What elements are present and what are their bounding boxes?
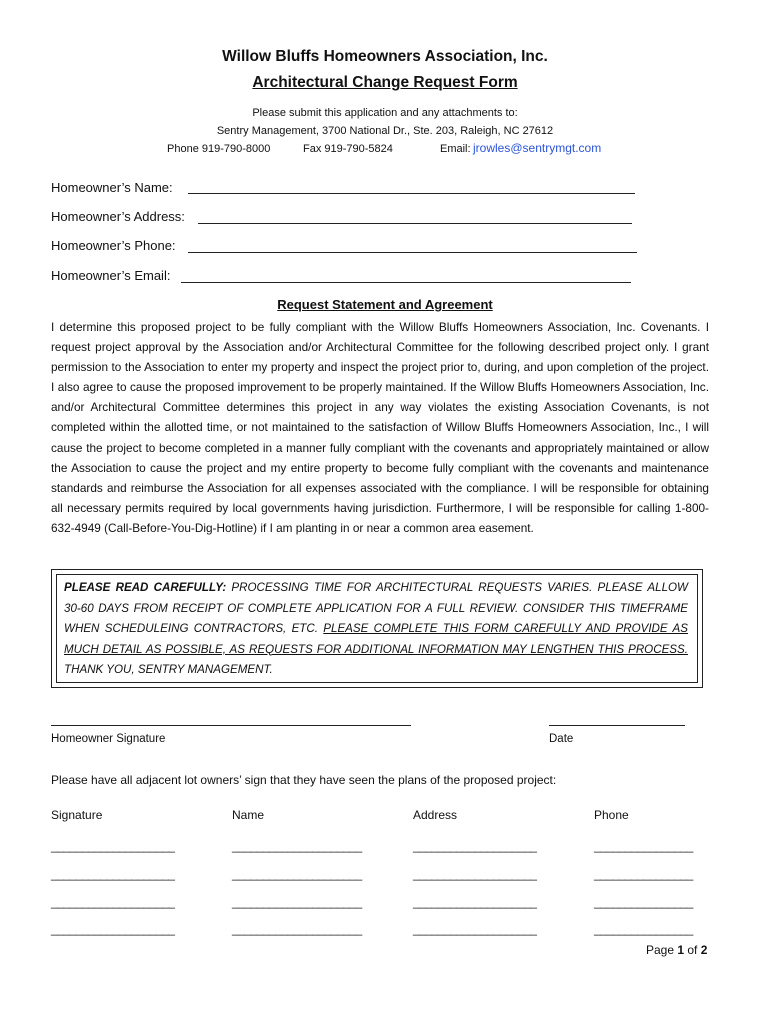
adjacent-name-field[interactable]: _____________________ xyxy=(232,922,362,936)
adjacent-phone-field[interactable]: ________________ xyxy=(594,867,693,881)
notice-underlined: PLEASE COMPLETE THIS FORM CAREFULLY AND PROVIDE AS MUCH DETAIL AS POSSIBLE, AS REQUESTS FOR ADDITIONAL INFORMATION MAY LENGTHEN THIS PROCESS. xyxy=(64,622,688,656)
processing-notice xyxy=(64,578,688,681)
date-label: Date xyxy=(549,733,574,745)
adjacent-signature-field[interactable]: ____________________ xyxy=(51,839,175,853)
adjacent-phone-field[interactable]: ________________ xyxy=(594,922,693,936)
email-label: Email: xyxy=(440,143,471,155)
adjacent-signature-field[interactable]: ____________________ xyxy=(51,922,175,936)
fax-number: Fax 919-790-5824 xyxy=(303,143,393,155)
statement-title: Request Statement and Agreement xyxy=(277,297,493,312)
page-current: 1 xyxy=(677,943,685,957)
form-title: Architectural Change Request Form xyxy=(252,74,518,91)
column-header-phone: Phone xyxy=(594,808,629,822)
column-header-address: Address xyxy=(413,808,458,822)
column-header-signature: Signature xyxy=(51,808,103,822)
notice-closing: THANK YOU, SENTRY MANAGEMENT. xyxy=(64,663,273,676)
adjacent-name-field[interactable]: _____________________ xyxy=(232,895,362,909)
homeowner-name-label: Homeowner’s Name: xyxy=(51,180,173,195)
page-number xyxy=(646,943,707,957)
adjacent-name-field[interactable]: _____________________ xyxy=(232,839,362,853)
adjacent-name-field[interactable]: _____________________ xyxy=(232,867,362,881)
homeowner-signature-field[interactable] xyxy=(51,725,411,726)
adjacent-phone-field[interactable]: ________________ xyxy=(594,895,693,909)
association-title: Willow Bluffs Homeowners Association, Inc. xyxy=(222,48,548,65)
homeowner-signature-label: Homeowner Signature xyxy=(51,733,166,745)
management-address: Sentry Management, 3700 National Dr., Ste. 203, Raleigh, NC 27612 xyxy=(216,125,554,137)
homeowner-email-label: Homeowner’s Email: xyxy=(51,268,171,283)
adjacent-signature-field[interactable]: ____________________ xyxy=(51,867,175,881)
page-of: of xyxy=(684,943,701,957)
adjacent-signature-field[interactable]: ____________________ xyxy=(51,895,175,909)
phone-number: Phone 919-790-8000 xyxy=(167,143,271,155)
column-header-name: Name xyxy=(232,808,265,822)
adjacent-phone-field[interactable]: ________________ xyxy=(594,839,693,853)
homeowner-phone-field[interactable] xyxy=(188,252,637,253)
homeowner-email-field[interactable] xyxy=(181,282,631,283)
adjacent-address-field[interactable]: ____________________ xyxy=(413,922,537,936)
adjacent-owners-instruction: Please have all adjacent lot owners’ sign that they have seen the plans of the proposed project: xyxy=(51,773,557,787)
homeowner-phone-label: Homeowner’s Phone: xyxy=(51,238,176,253)
page-total: 2 xyxy=(700,943,708,957)
signature-date-field[interactable] xyxy=(549,725,685,726)
adjacent-address-field[interactable]: ____________________ xyxy=(413,867,537,881)
email-value: jrowles@sentrymgt.com xyxy=(473,141,602,155)
homeowner-name-field[interactable] xyxy=(188,193,635,194)
adjacent-address-field[interactable]: ____________________ xyxy=(413,839,537,853)
homeowner-address-field[interactable] xyxy=(198,223,632,224)
adjacent-address-field[interactable]: ____________________ xyxy=(413,895,537,909)
notice-lead: PLEASE READ CAREFULLY: xyxy=(64,581,227,594)
page-prefix: Page xyxy=(646,943,678,957)
homeowner-address-label: Homeowner’s Address: xyxy=(51,209,185,224)
statement-body: I determine this proposed project to be fully compliant with the Willow Bluffs Homeowners Association, Inc. Covenants. I request project approval by the Association and/or Architectural Committee for the following described project only. I grant permission to the Association to enter my property and inspect the project prior to, during, and upon completion of the project. I also agree to cause the proposed improvement to be properly maintained. If the Willow Bluffs Homeowners Association, Inc. and/or Architectural Committee determines this project in any way violates the existing Association Covenants, is not completed within the allotted time, or not maintained to the satisfaction of Willow Bluffs Homeowners Association, Inc., I will cause the project to become completed in a manner fully compliant with the covenants and appropriately maintained or allow the Association to cause the project and my entire property to become fully compliant with the covenants and maintenance standards and reimburse the Association for all expenses associated with the compliance. I will be responsible for obtaining all necessary permits required by local governments having jurisdiction. Furthermore, I will be responsible for calling 1-800-632-4949 (Call-Before-You-Dig-Hotline) if I am planting in or near a common area easement. xyxy=(51,320,709,535)
submit-instructions: Please submit this application and any attachments to: xyxy=(252,107,518,119)
notice-text: PROCESSING TIME FOR ARCHITECTURAL REQUESTS VARIES. PLEASE ALLOW 30-60 DAYS FROM RECEIPT OF COMPLETE APPLICATION FOR A FULL REVIEW. CONSIDER THIS TIMEFRAME WHEN SCHEDULEING CONTRACTORS, ETC. xyxy=(64,581,688,635)
